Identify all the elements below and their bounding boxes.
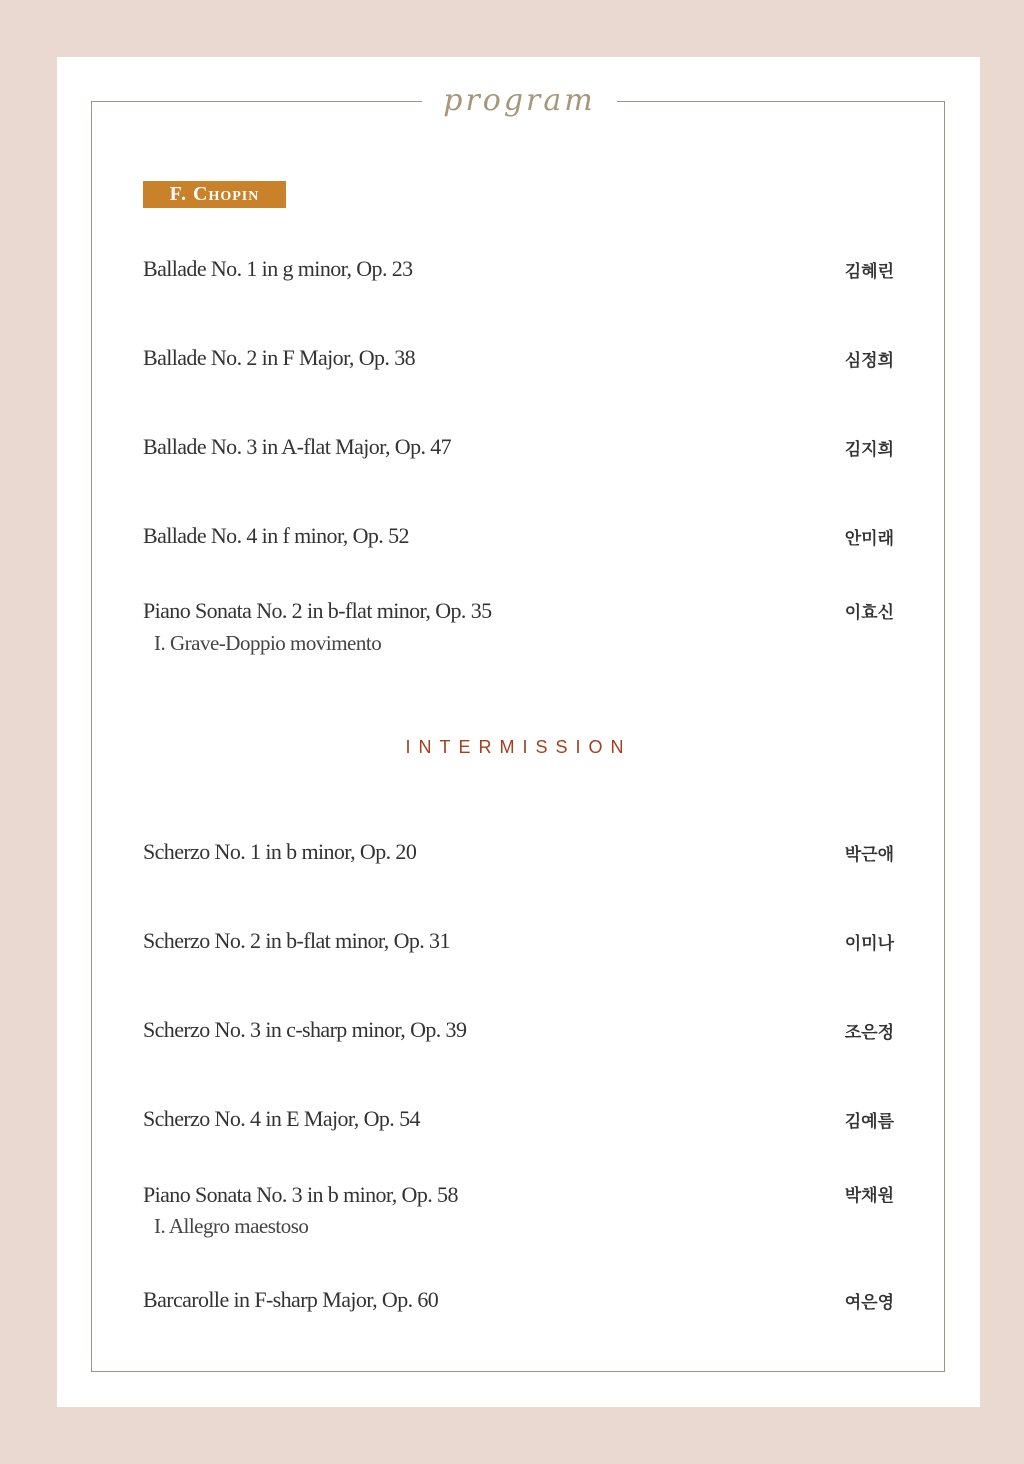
performer-name: 박근애	[844, 845, 894, 865]
performer-name: 여은영	[844, 1293, 894, 1313]
piece-title: Ballade No. 1 in g minor, Op. 23	[143, 256, 413, 281]
program-title-block	[422, 81, 617, 121]
piece-title: Scherzo No. 2 in b-flat minor, Op. 31	[143, 928, 450, 953]
piece-title: Scherzo No. 1 in b minor, Op. 20	[143, 839, 417, 864]
performer-name: 이미나	[844, 934, 894, 954]
movement-title: I. Grave-Doppio movimento	[154, 631, 382, 655]
piece-title: Ballade No. 2 in F Major, Op. 38	[143, 345, 415, 370]
performer-name: 박채원	[844, 1186, 894, 1206]
piece-title: Scherzo No. 4 in E Major, Op. 54	[143, 1106, 420, 1131]
performer-name: 김지희	[844, 440, 894, 460]
intermission-label: INTERMISSION	[405, 737, 632, 757]
piece-title: Ballade No. 4 in f minor, Op. 52	[143, 523, 409, 548]
piece-title: Barcarolle in F-sharp Major, Op. 60	[143, 1287, 439, 1312]
performer-name: 조은정	[844, 1023, 894, 1043]
performer-name: 김혜린	[844, 262, 894, 282]
program-title: program	[443, 83, 596, 118]
piece-title: Ballade No. 3 in A-flat Major, Op. 47	[143, 434, 452, 459]
composer-badge: F. Chopin	[143, 181, 286, 208]
piece-title: Piano Sonata No. 2 in b-flat minor, Op. 35	[143, 598, 492, 623]
performer-name: 심정희	[844, 351, 894, 371]
piece-title: Scherzo No. 3 in c-sharp minor, Op. 39	[143, 1017, 467, 1042]
performer-name: 안미래	[844, 529, 894, 549]
movement-title: I. Allegro maestoso	[154, 1214, 309, 1238]
program-sheet	[57, 57, 980, 1407]
performer-name: 이효신	[844, 603, 894, 623]
performer-name: 김예름	[844, 1112, 894, 1132]
piece-title: Piano Sonata No. 3 in b minor, Op. 58	[143, 1182, 458, 1207]
